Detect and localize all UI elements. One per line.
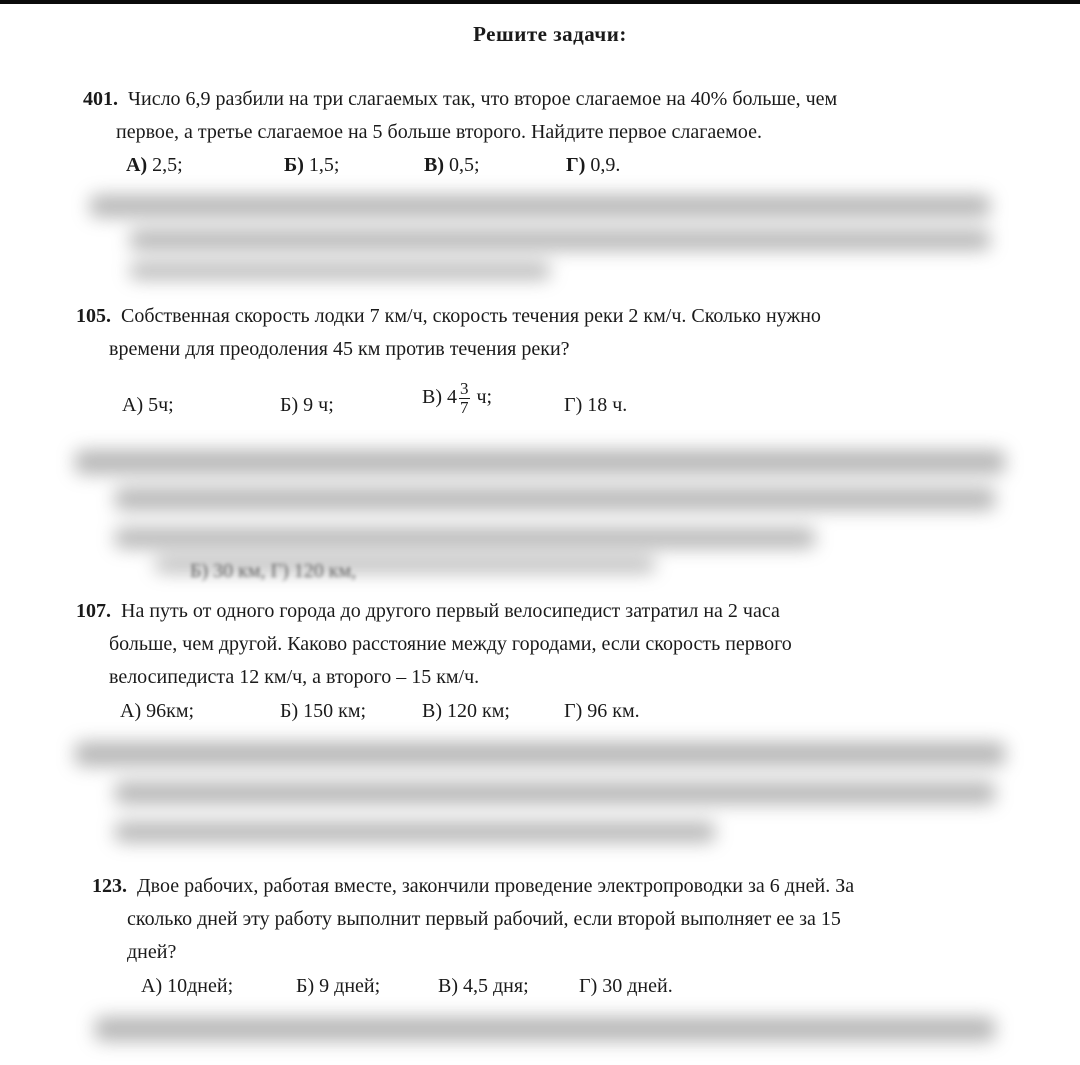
- problem-text-cont: времени для преодоления 45 км против течения реки?: [109, 338, 570, 360]
- problem-text: На путь от одного города до другого первый велосипедист затратил на 2 часа: [121, 600, 780, 622]
- problem-105: [76, 300, 1010, 366]
- answer-option-g: Г) 18 ч.: [564, 394, 628, 416]
- answer-option-v: В) 120 км;: [422, 700, 510, 722]
- answer-option-b: Б) 9 дней;: [296, 975, 381, 997]
- problem-number: 401.: [83, 88, 118, 110]
- answer-option-b: Б) 1,5;: [284, 154, 340, 176]
- problem-number: 123.: [92, 875, 127, 897]
- answer-option-b: Б) 9 ч;: [280, 394, 334, 416]
- problem-text: Число 6,9 разбили на три слагаемых так, что второе слагаемое на 40% больше, чем: [128, 88, 838, 110]
- answer-option-a: А) 10дней;: [141, 975, 234, 997]
- problem-107: [76, 595, 1010, 694]
- problem-text: Двое рабочих, работая вместе, закончили проведение электропроводки за 6 дней. За: [137, 875, 855, 897]
- blurred-hidden-content: [55, 730, 1025, 865]
- blurred-hidden-content: [85, 1005, 1015, 1065]
- answer-option-a: А) 96км;: [120, 700, 195, 722]
- blurred-hidden-content: [55, 438, 1025, 578]
- problem-number: 107.: [76, 600, 111, 622]
- answer-option-b: Б) 150 км;: [280, 700, 367, 722]
- answer-option-g: Г) 96 км.: [564, 700, 640, 722]
- problem-text: Собственная скорость лодки 7 км/ч, скорость течения реки 2 км/ч. Сколько нужно: [121, 305, 821, 327]
- problem-text-cont: сколько дней эту работу выполнит первый рабочий, если второй выполняет ее за 15: [127, 908, 841, 930]
- problem-401: [83, 83, 1010, 149]
- top-border: [0, 0, 1080, 4]
- answer-option-v: В) 0,5;: [424, 154, 480, 176]
- partially-hidden-text: Б) 30 км, Г) 120 км,: [190, 560, 357, 582]
- answer-option-g: Г) 0,9.: [566, 154, 621, 176]
- problem-text-cont: велосипедиста 12 км/ч, а второго – 15 км/ч.: [109, 666, 480, 688]
- answer-option-a: А) 5ч;: [122, 394, 174, 416]
- problem-number: 105.: [76, 305, 111, 327]
- fraction: $\frac{3}{7}$: [460, 379, 469, 417]
- answer-option-g: Г) 30 дней.: [579, 975, 673, 997]
- answer-option-a: А) 2,5;: [126, 154, 183, 176]
- page-title: Решите задачи:: [473, 22, 627, 46]
- problem-text-cont: первое, а третье слагаемое на 5 больше второго. Найдите первое слагаемое.: [116, 121, 762, 143]
- answer-option-v: В) 4 $\frac{3}{7}$ ч;: [422, 379, 493, 417]
- answer-option-v: В) 4,5 дня;: [438, 975, 529, 997]
- blurred-hidden-content: [70, 185, 1030, 285]
- problem-text-cont: дней?: [127, 941, 177, 963]
- problem-123: [92, 870, 1022, 969]
- problem-text-cont: больше, чем другой. Каково расстояние между городами, если скорость первого: [109, 633, 792, 655]
